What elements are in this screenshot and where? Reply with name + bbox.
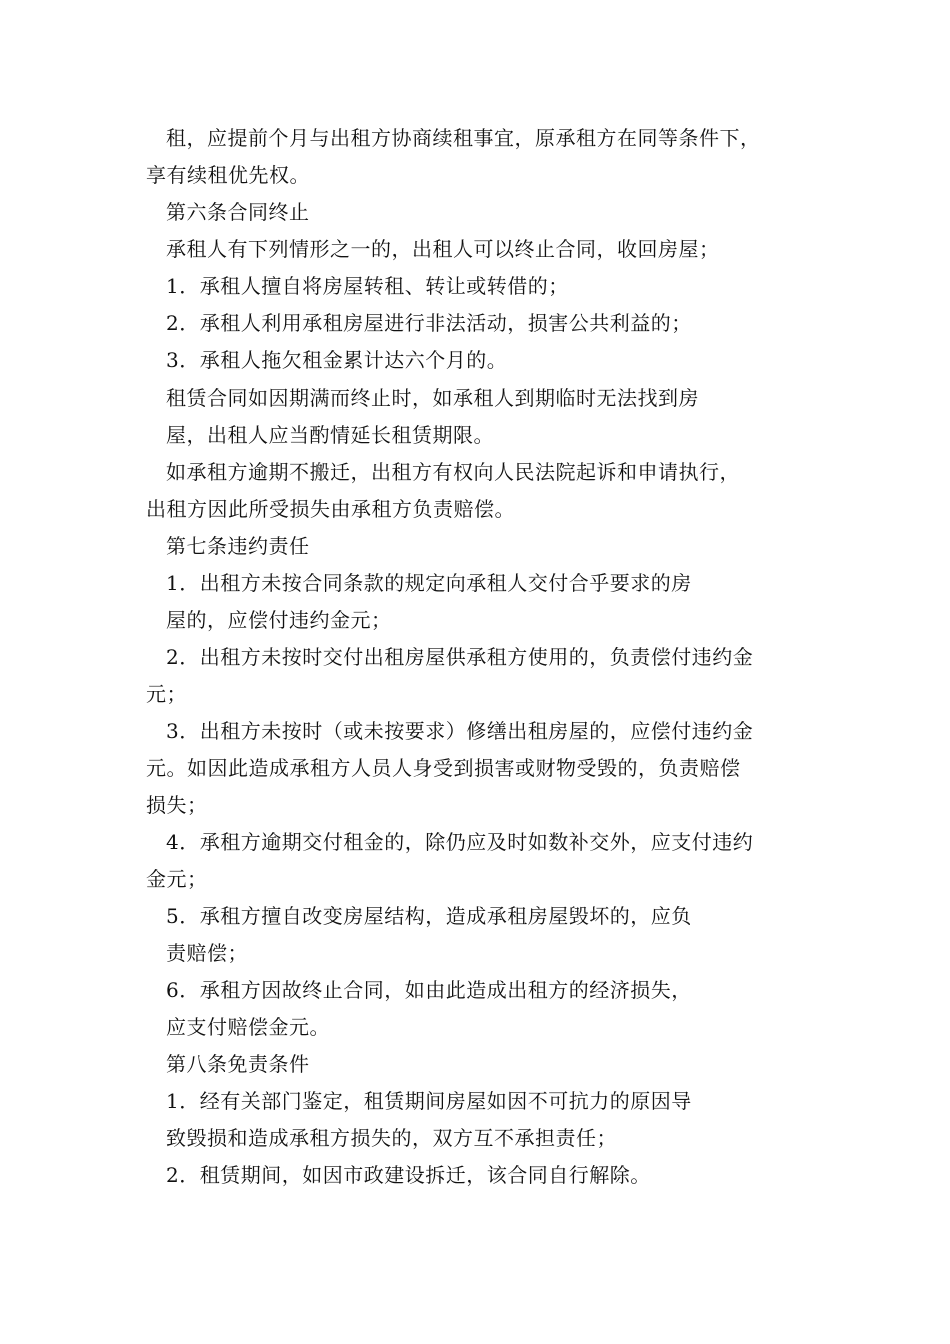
text-line-7: 3．承租人拖欠租金累计达六个月的。	[166, 348, 508, 372]
text-line-16: 元；	[146, 682, 187, 706]
text-line-19: 损失；	[146, 793, 208, 817]
text-line-15: 2．出租方未按时交付出租房屋供承租方使用的，负责偿付违约金	[166, 645, 754, 669]
text-line-21: 金元；	[146, 867, 208, 891]
text-line-27: 1．经有关部门鉴定，租赁期间房屋如因不可抗力的原因导	[166, 1089, 692, 1113]
text-line-22: 5．承租方擅自改变房屋结构，造成承租房屋毁坏的，应负	[166, 904, 692, 928]
text-line-2: 享有续租优先权。	[146, 163, 310, 187]
text-line-20: 4．承租方逾期交付租金的，除仍应及时如数补交外，应支付违约	[166, 830, 754, 854]
text-line-29: 2．租赁期间，如因市政建设拆迁，该合同自行解除。	[166, 1163, 651, 1187]
text-line-4: 承租人有下列情形之一的，出租人可以终止合同，收回房屋；	[166, 237, 720, 261]
text-line-9: 屋，出租人应当酌情延长租赁期限。	[166, 423, 494, 447]
text-line-8: 租赁合同如因期满而终止时，如承租人到期临时无法找到房	[166, 386, 699, 410]
section-heading-7: 第七条违约责任	[166, 534, 310, 558]
text-line-6: 2．承租人利用承租房屋进行非法活动，损害公共利益的；	[166, 311, 692, 335]
text-line-25: 应支付赔偿金元。	[166, 1015, 330, 1039]
section-heading-8: 第八条免责条件	[166, 1052, 310, 1076]
text-line-13: 1．出租方未按合同条款的规定向承租人交付合乎要求的房	[166, 571, 692, 595]
text-line-18: 元。如因此造成承租方人员人身受到损害或财物受毁的，负责赔偿	[146, 756, 741, 780]
text-line-1: 租，应提前个月与出租方协商续租事宜，原承租方在同等条件下，	[166, 126, 761, 150]
text-line-5: 1．承租人擅自将房屋转租、转让或转借的；	[166, 274, 569, 298]
text-line-14: 屋的，应偿付违约金元；	[166, 608, 392, 632]
text-line-17: 3．出租方未按时（或未按要求）修缮出租房屋的，应偿付违约金	[166, 719, 754, 743]
text-line-10: 如承租方逾期不搬迁，出租方有权向人民法院起诉和申请执行，	[166, 460, 740, 484]
text-line-23: 责赔偿；	[166, 941, 248, 965]
text-line-28: 致毁损和造成承租方损失的，双方互不承担责任；	[166, 1126, 617, 1150]
section-heading-6: 第六条合同终止	[166, 200, 310, 224]
text-line-24: 6．承租方因故终止合同，如由此造成出租方的经济损失，	[166, 978, 692, 1002]
text-line-11: 出租方因此所受损失由承租方负责赔偿。	[146, 497, 515, 521]
